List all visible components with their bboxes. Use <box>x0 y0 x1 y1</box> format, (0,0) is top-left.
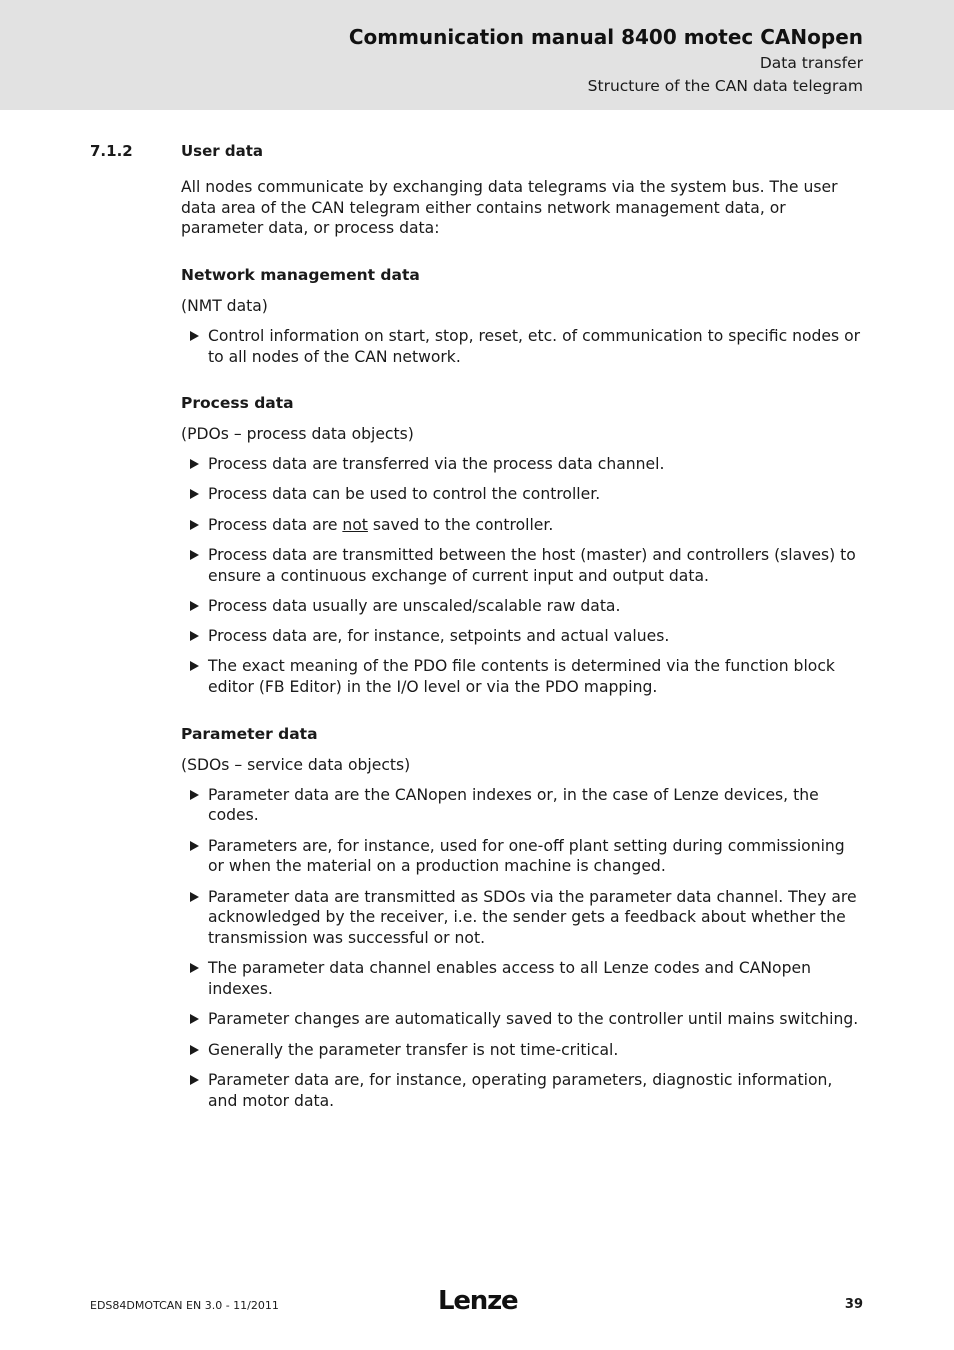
bullet-arrow-icon <box>190 550 199 560</box>
list-item: Process data are transmitted between the host (master) and controllers (slaves) to ensure a continuous exchange of current input and output data. <box>181 545 863 586</box>
list-item: Process data can be used to control the controller. <box>181 484 863 505</box>
parameter-section <box>181 724 863 1111</box>
bullet-arrow-icon <box>190 661 199 671</box>
chapter-title: Data transfer <box>759 54 863 72</box>
list-item: Process data are not saved to the controller. <box>181 515 863 536</box>
list-item: Parameter changes are automatically saved to the controller until mains switching. <box>181 1009 863 1030</box>
bullet-arrow-icon <box>190 331 199 341</box>
process-heading: Process data <box>181 394 294 413</box>
list-item: Process data usually are unscaled/scalable raw data. <box>181 596 863 617</box>
bullet-arrow-icon <box>190 489 199 499</box>
parameter-bullet-list <box>181 785 863 1112</box>
intro-paragraph: All nodes communicate by exchanging data telegrams via the system bus. The user data area of the CAN telegram either contains network management data, or parameter data, or process data: <box>181 178 838 238</box>
section-title: User data <box>181 142 264 160</box>
page-number: 39 <box>844 1297 863 1312</box>
process-section <box>181 393 863 698</box>
list-item: The parameter data channel enables access to all Lenze codes and CANopen indexes. <box>181 958 863 999</box>
nmt-bullet-list <box>181 326 863 367</box>
main-content <box>181 177 863 1111</box>
bullet-arrow-icon <box>190 790 199 800</box>
list-item: Parameter data are the CANopen indexes or, in the case of Lenze devices, the codes. <box>181 785 863 826</box>
bullet-arrow-icon <box>190 520 199 530</box>
list-item: Parameters are, for instance, used for one-off plant setting during commissioning or when the material on a production machine is changed. <box>181 836 863 877</box>
list-item: Process data are transferred via the process data channel. <box>181 454 863 475</box>
bullet-arrow-icon <box>190 1014 199 1024</box>
lenze-logo: Lenze <box>438 1286 518 1316</box>
list-item: Generally the parameter transfer is not time-critical. <box>181 1040 863 1061</box>
nmt-section <box>181 265 863 367</box>
process-bullet-list <box>181 454 863 698</box>
bullet-arrow-icon <box>190 601 199 611</box>
section-number: 7.1.2 <box>90 142 133 160</box>
bullet-arrow-icon <box>190 1045 199 1055</box>
list-item: Parameter data are, for instance, operating parameters, diagnostic information, and motor data. <box>181 1070 863 1111</box>
bullet-arrow-icon <box>190 892 199 902</box>
bullet-arrow-icon <box>190 1075 199 1085</box>
list-item: Control information on start, stop, reset, etc. of communication to specific nodes or to all nodes of the CAN network. <box>181 326 863 367</box>
bullet-arrow-icon <box>190 963 199 973</box>
manual-title: Communication manual 8400 motec CANopen <box>348 25 863 49</box>
document-id: EDS84DMOTCAN EN 3.0 - 11/2011 <box>90 1299 279 1312</box>
section-breadcrumb: Structure of the CAN data telegram <box>587 77 863 95</box>
nmt-subtitle: (NMT data) <box>181 297 268 316</box>
process-subtitle: (PDOs – process data objects) <box>181 425 414 444</box>
parameter-subtitle: (SDOs – service data objects) <box>181 755 411 774</box>
parameter-heading: Parameter data <box>181 724 318 743</box>
list-item: The exact meaning of the PDO file contents is determined via the function block editor (FB Editor) in the I/O level or via the PDO mapping. <box>181 656 863 697</box>
bullet-arrow-icon <box>190 841 199 851</box>
emphasis-not: not <box>342 515 368 534</box>
bullet-arrow-icon <box>190 631 199 641</box>
list-item: Process data are, for instance, setpoints and actual values. <box>181 626 863 647</box>
list-item: Parameter data are transmitted as SDOs via the parameter data channel. They are acknowledged by the receiver, i.e. the sender gets a feedback about whether the transmission was successful or not. <box>181 887 863 949</box>
bullet-arrow-icon <box>190 459 199 469</box>
nmt-heading: Network management data <box>181 266 420 285</box>
page-header <box>0 0 954 110</box>
